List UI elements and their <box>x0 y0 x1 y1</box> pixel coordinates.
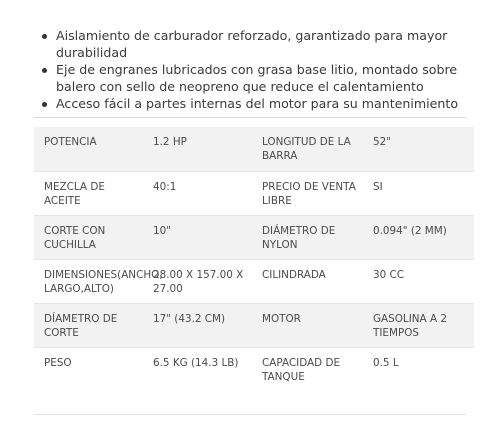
spec-value: 52" <box>363 127 474 171</box>
spec-label: DIÁMETRO DE NYLON <box>252 215 363 259</box>
table-row <box>34 127 474 171</box>
feature-text: Eje de engranes lubricados con grasa base litio, montado sobre balero con sello de neopreno que reduce el calentamiento <box>56 62 458 94</box>
spec-value: 6.5 KG (14.3 LB) <box>143 347 252 392</box>
spec-label: CILINDRADA <box>252 259 363 303</box>
spec-label: CAPACIDAD DE TANQUE <box>252 347 363 392</box>
spec-value: 10" <box>143 215 252 259</box>
specs-table <box>34 127 474 392</box>
spec-label: DIMENSIONES(ANCHO, LARGO,ALTO) <box>34 259 143 303</box>
spec-value: 1.2 HP <box>143 127 252 171</box>
spec-value: SI <box>363 171 474 215</box>
feature-text: Aislamiento de carburador reforzado, garantizado para mayor durabilidad <box>56 28 448 60</box>
spec-label: MEZCLA DE ACEITE <box>34 171 143 215</box>
bullet-icon <box>42 102 47 107</box>
divider <box>34 414 466 415</box>
feature-item <box>42 96 472 113</box>
spec-label: PESO <box>34 347 143 392</box>
table-row <box>34 215 474 259</box>
divider <box>34 117 466 118</box>
spec-value: 0.5 L <box>363 347 474 392</box>
spec-label: POTENCIA <box>34 127 143 171</box>
table-row <box>34 259 474 303</box>
spec-label: CORTE CON CUCHILLA <box>34 215 143 259</box>
spec-label: LONGITUD DE LA BARRA <box>252 127 363 171</box>
bullet-icon <box>42 68 47 73</box>
spec-value: 40:1 <box>143 171 252 215</box>
spec-value: 28.00 X 157.00 X 27.00 <box>143 259 252 303</box>
spec-value: 30 CC <box>363 259 474 303</box>
spec-label: MOTOR <box>252 303 363 347</box>
spec-value: 0.094" (2 MM) <box>363 215 474 259</box>
feature-item <box>42 28 472 61</box>
bullet-icon <box>42 34 47 39</box>
spec-label: PRECIO DE VENTA LIBRE <box>252 171 363 215</box>
spec-label: DÍAMETRO DE CORTE <box>34 303 143 347</box>
spec-value: GASOLINA A 2 TIEMPOS <box>363 303 474 347</box>
feature-item <box>42 62 472 95</box>
feature-list <box>42 28 472 114</box>
feature-text: Acceso fácil a partes internas del motor para su mantenimiento <box>56 96 459 111</box>
table-row <box>34 303 474 347</box>
spec-value: 17" (43.2 CM) <box>143 303 252 347</box>
table-row <box>34 347 474 392</box>
table-row <box>34 171 474 215</box>
